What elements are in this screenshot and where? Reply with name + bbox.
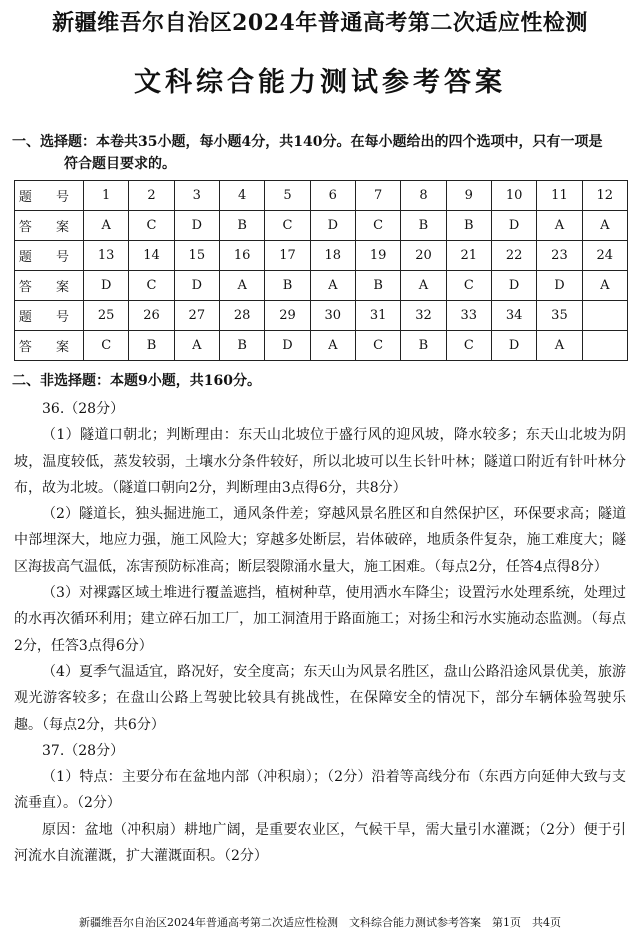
answer-paragraph: （4）夏季气温适宜，路况好，安全度高；东天山为风景名胜区，盘山公路沿途风景优美，旅游观光游客较多；在盘山公路上驾驶比较具有挑战性，在保障安全的情况下，部分车辆体验驾驶乐趣。（每点2分，共6分） (14, 663, 626, 733)
document-subtitle: 文科综合能力测试参考答案 (134, 67, 506, 98)
question-number-cell: 26 (129, 301, 174, 331)
answer-cell: C (446, 271, 491, 301)
answer-paragraph: （2）隧道长，独头掘进施工，通风条件差；穿越风景名胜区和自然保护区，环保要求高；隧道中部埋深大，地应力强，施工风险大；穿越多处断层，岩体破碎，地质条件复杂，施工难度大；隧区海拔高气温低，冻害预防标准高；断层裂隙涌水量大，施工困难。（每点2分，任答4点得8分） (14, 506, 626, 575)
question-number-cell: 11 (537, 181, 582, 211)
question-number-cell: 29 (265, 301, 310, 331)
question-number-cell: 32 (401, 301, 446, 331)
question-number-cell: 13 (84, 241, 129, 271)
question-number-cell: 30 (310, 301, 355, 331)
question-number-row (15, 181, 628, 211)
question-number-cell: 6 (310, 181, 355, 211)
answer-cell: A (219, 271, 264, 301)
answer-row (15, 271, 628, 301)
question-heading: 37.（28分） (42, 742, 125, 759)
row-header: 答 案 (15, 331, 84, 361)
answer-table (14, 180, 628, 361)
question-number-cell (582, 301, 627, 331)
answer-paragraph: （1）隧道口朝北；判断理由：东天山北坡位于盛行风的迎风坡，降水较多；东天山北坡为阴坡，温度较低，蒸发较弱，土壤水分条件较好，所以北坡可以生长针叶林；隧道口附近有针叶林分布，故为北坡。（隧道口朝向2分，判断理由3点得6分，共8分） (14, 427, 626, 496)
question-number-cell: 22 (491, 241, 536, 271)
document-title: 新疆维吾尔自治区2024年普通高考第二次适应性检测 (52, 10, 588, 36)
answer-cell: D (491, 271, 536, 301)
answer-cell: C (355, 211, 400, 241)
question-number-cell: 1 (84, 181, 129, 211)
question-number-cell: 27 (174, 301, 219, 331)
row-header: 题 号 (15, 241, 84, 271)
answer-cell: A (582, 271, 627, 301)
answer-cell: B (446, 211, 491, 241)
answer-cell: D (491, 211, 536, 241)
row-header: 答 案 (15, 271, 84, 301)
section1-line1: 一、选择题：本卷共35小题，每小题4分，共140分。在每小题给出的四个选项中，只有一项是 (12, 134, 603, 150)
question-number-cell: 21 (446, 241, 491, 271)
answer-cell: B (219, 331, 264, 361)
answer-cell: D (174, 211, 219, 241)
question-number-cell: 14 (129, 241, 174, 271)
question-number-cell: 8 (401, 181, 446, 211)
answer-cell: A (310, 271, 355, 301)
section1-instructions (12, 131, 632, 175)
answer-cell: C (265, 211, 310, 241)
answer-cell: B (401, 331, 446, 361)
question-number-cell: 23 (537, 241, 582, 271)
answer-cell: A (537, 331, 582, 361)
page-footer: 新疆维吾尔自治区2024年普通高考第二次适应性检测 文科综合能力测试参考答案 第1页 共4页 (79, 916, 561, 929)
question-number-cell: 19 (355, 241, 400, 271)
question-number-row (15, 241, 628, 271)
question-number-cell: 2 (129, 181, 174, 211)
answer-cell: D (174, 271, 219, 301)
question-number-cell: 16 (219, 241, 264, 271)
answer-cell: A (174, 331, 219, 361)
question-number-cell: 12 (582, 181, 627, 211)
answer-cell: C (84, 331, 129, 361)
question-heading: 36.（28分） (42, 401, 125, 417)
question-number-cell: 20 (401, 241, 446, 271)
answer-cell (582, 331, 627, 361)
question-number-cell: 25 (84, 301, 129, 331)
answer-cell: D (537, 271, 582, 301)
question-number-cell: 7 (355, 181, 400, 211)
answer-cell: C (355, 331, 400, 361)
section1-line2: 符合题目要求的。 (64, 156, 176, 172)
question-number-cell: 17 (265, 241, 310, 271)
question-number-cell: 15 (174, 241, 219, 271)
question-number-cell: 31 (355, 301, 400, 331)
answer-paragraph: （3）对裸露区域土堆进行覆盖遮挡，植树种草，使用洒水车降尘；设置污水处理系统，处理过的水再次循环利用；建立碎石加工厂，加工洞渣用于路面施工；对扬尘和污水实施动态监测。（每点2分，任答3点得6分） (14, 585, 626, 654)
row-header: 答 案 (15, 211, 84, 241)
question-number-cell: 33 (446, 301, 491, 331)
answer-cell: A (310, 331, 355, 361)
answer-cell: D (310, 211, 355, 241)
answer-cell: D (265, 331, 310, 361)
answer-cell: B (355, 271, 400, 301)
question-number-row (15, 301, 628, 331)
answer-cell: D (84, 271, 129, 301)
question-number-cell: 9 (446, 181, 491, 211)
question-number-cell: 34 (491, 301, 536, 331)
question-number-cell: 10 (491, 181, 536, 211)
answer-row (15, 331, 628, 361)
question-number-cell: 35 (537, 301, 582, 331)
question-number-cell: 28 (219, 301, 264, 331)
question-number-cell: 24 (582, 241, 627, 271)
question-number-cell: 18 (310, 241, 355, 271)
answer-cell: A (401, 271, 446, 301)
answer-paragraph: （1）特点：主要分布在盆地内部（冲积扇）；（2分）沿着等高线分布（东西方向延伸大致与支流垂直）。（2分） (14, 769, 626, 812)
answer-cell: A (537, 211, 582, 241)
section2-body (14, 396, 626, 869)
answer-cell: B (219, 211, 264, 241)
answer-cell: A (84, 211, 129, 241)
answer-cell: D (491, 331, 536, 361)
answer-cell: B (265, 271, 310, 301)
section2-heading: 二、非选择题：本题9小题，共160分。 (12, 373, 261, 389)
row-header: 题 号 (15, 181, 84, 211)
question-number-cell: 5 (265, 181, 310, 211)
row-header: 题 号 (15, 301, 84, 331)
answer-cell: B (401, 211, 446, 241)
answer-paragraph: 原因：盆地（冲积扇）耕地广阔，是重要农业区，气候干旱，需大量引水灌溉；（2分）便于引河流水自流灌溉，扩大灌溉面积。（2分） (14, 821, 626, 865)
answer-cell: A (582, 211, 627, 241)
question-number-cell: 3 (174, 181, 219, 211)
answer-cell: C (446, 331, 491, 361)
answer-cell: B (129, 331, 174, 361)
answer-cell: C (129, 211, 174, 241)
answer-cell: C (129, 271, 174, 301)
answer-row (15, 211, 628, 241)
question-number-cell: 4 (219, 181, 264, 211)
